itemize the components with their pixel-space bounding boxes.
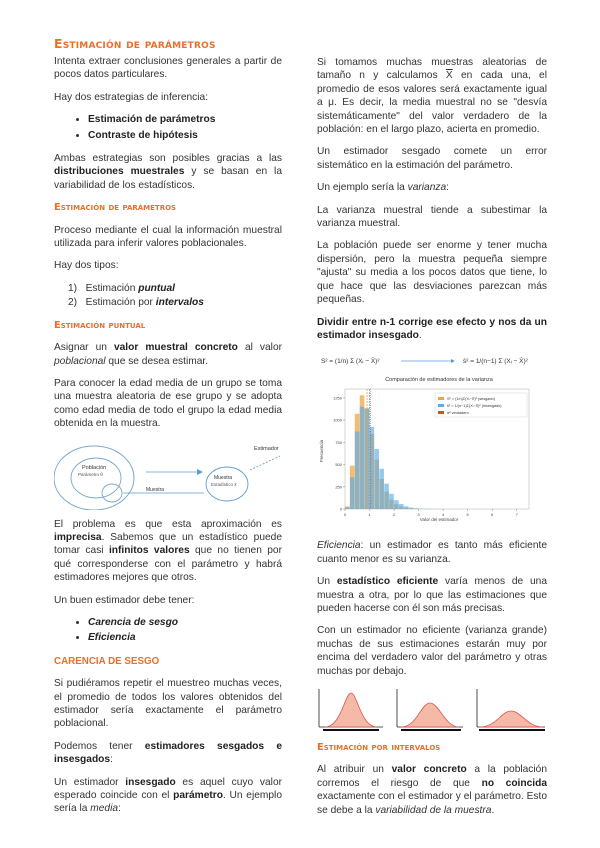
variance-paragraph: La varianza muestral tiende a subestimar la varianza muestral. [317, 204, 547, 230]
x-axis-label: Valor del estimador [419, 517, 459, 523]
list-item: 2) Estimación por intervalos [68, 297, 204, 309]
inefficient-paragraph: Con un estimador no eficiente (varianza grande) muchas de sus estimaciones estarán muy por encima del verdadero valor del parámetro y otras muchas por debajo. [317, 625, 547, 677]
x-tick-label: 7 [515, 512, 518, 518]
chart-title: Comparación de estimadores de la varianza [385, 377, 493, 384]
strategies-intro: Hay dos estrategias de inferencia: [54, 91, 209, 103]
y-tick-label: 250 [335, 484, 342, 490]
intervals-paragraph: Al atribuir un valor concreto a la población corremos el riesgo de que no coincida exactamente con el estimador y el parámetro. Esto se debe a la variabilidad de la muestra. [317, 764, 547, 816]
efficiency-definition: Eficiencia: un estimador es tanto más eficiente cuanto menor es su varianza. [317, 540, 547, 565]
legend-swatch [438, 404, 444, 407]
x-tick-label: 5 [466, 512, 469, 518]
formula-left: S² = (1/n) Σ (Xᵢ − X̄)² [321, 358, 380, 366]
section-title-parametros: Estimación de parámetros [54, 202, 177, 214]
problem-paragraph: El problema es que esta aproximación es imprecisa. Sabemos que un estadístico puede tomar casi infinitos valores que no tienen por qué corresponderse con el parámetro y habrá estimadores mejores que otros. [54, 518, 282, 584]
unbiased-bar [404, 507, 409, 510]
insesgado-paragraph: Un estimador insesgado es aquel cuyo valor esperado coincide con el parámetro. Un ejemplo sería la media: [54, 776, 282, 815]
process-paragraph: Proceso mediante el cual la información muestral utilizada para inferir valores poblacionales. [54, 224, 282, 250]
intro-paragraph: Intenta extraer conclusiones generales a partir de pocos datos particulares. [54, 56, 282, 81]
types-list [54, 282, 282, 310]
list-item: • Contraste de hipótesis [88, 129, 282, 142]
unbiased-bar [345, 508, 350, 510]
estimator-properties-list [54, 616, 282, 645]
unbiased-bar [384, 484, 389, 509]
sesgados-paragraph: Podemos tener estimadores sesgados e insesgados: [54, 740, 282, 766]
mean-paragraph: Si tomamos muchas muestras aleatorias de tamaño n y calculamos $\overline{X}$ en cada una, el promedio de esos valores será exactamente igual a μ. Es decir, la media muestral no se "desvía sistemáticamente" del valor verdadero de la población: en el largo plazo, acierta en promedio. [317, 57, 547, 136]
population-inner-circle [71, 458, 121, 498]
variance-example: Un ejemplo sería la varianza: [317, 182, 449, 194]
legend-swatch [438, 411, 444, 414]
efficiency-curves [317, 687, 547, 733]
y-tick-label: 1000 [333, 417, 342, 423]
unbiased-bar [379, 469, 384, 509]
puntual-example: Para conocer la edad media de un grupo se toma una muestra aleatoria de ese grupo y se adopta como edad media de todo el grupo la edad media obtenida en la muestra. [54, 377, 282, 430]
y-axis-label: Frecuencia [319, 440, 324, 463]
y-tick-label: 750 [335, 440, 342, 446]
biased-paragraph: Un estimador sesgado comete un error sistemático en la estimación del parámetro. [317, 146, 547, 171]
y-tick-label: 500 [335, 462, 342, 468]
histogram-plot [333, 389, 529, 517]
list-item: • Eficiencia [88, 631, 282, 644]
unbiased-bar [360, 407, 365, 509]
population-label: Población [82, 464, 107, 471]
unbiased-bar [374, 449, 379, 509]
x-tick-label: 6 [491, 512, 494, 518]
section-title-puntual: Estimación puntual [54, 319, 146, 331]
x-tick-label: 4 [442, 512, 445, 518]
legend-entry: ŝ² = 1/(n−1)Σ(Xᵢ−X̄)² (insesgado) [447, 404, 502, 409]
sesgo-paragraph: Si pudiéramos repetir el muestreo muchas veces, el promedio de todos los valores obtenidos del estimador sería exactamente el parámetro poblacional. [54, 678, 282, 730]
unbiased-bar [409, 508, 414, 509]
narrow-curve [319, 689, 383, 730]
list-item: • Carencia de sesgo [88, 616, 282, 629]
types-intro: Hay dos tipos: [54, 260, 119, 272]
y-tick-label: 0 [339, 506, 342, 512]
good-estimator-intro: Un buen estimador debe tener: [54, 594, 195, 606]
statistic-label: Muestra [214, 474, 233, 481]
efficient-paragraph: Un estadístico eficiente varía menos de una muestra a otra, por lo que las estimaciones que pueden hacerse con él son más precisas. [317, 576, 548, 614]
section-title-intervalos: Estimación por intervalos [317, 741, 441, 753]
population-circle [54, 446, 134, 510]
parameter-label: Parámetro θ [78, 471, 103, 477]
y-tick-label: 1250 [333, 395, 342, 401]
legend-entry: S² = (1/n)Σ(Xᵢ−X̄)² (sesgado) [447, 397, 495, 402]
correction-paragraph: Dividir entre n-1 corrige ese efecto y nos da un estimador insesgado. [317, 316, 547, 341]
formula-right: ŝ² = 1/(n−1) Σ (Xᵢ − X̄)² [463, 358, 528, 366]
medium-curve [397, 689, 463, 730]
population-paragraph: La población puede ser enorme y tener mucha dispersión, pero la muestra pequeña siempre "ajusta" su media a los pocos datos que tiene, lo que hace que las desviaciones parezcan más pequeñas. [317, 240, 547, 306]
right-column [317, 56, 547, 826]
puntual-definition: Asignar un valor muestral concreto al valor poblacional que se desea estimar. [54, 342, 283, 367]
unbiased-bar [394, 501, 399, 510]
x-tick-label: 1 [368, 512, 371, 518]
x-tick-label: 2 [392, 512, 396, 518]
wide-curve [477, 689, 545, 730]
legend-swatch [438, 397, 444, 400]
unbiased-bar [389, 494, 394, 509]
list-item: 1) Estimación puntual [68, 282, 175, 294]
x-tick-label: 0 [343, 512, 347, 518]
population-sample-diagram [54, 438, 282, 510]
legend-entry: σ² verdadero [447, 411, 469, 416]
arrow-head [197, 469, 203, 475]
unbiased-bar [399, 504, 404, 509]
unbiased-bar [350, 477, 355, 509]
left-column [54, 36, 282, 825]
formula-arrow-head [451, 359, 455, 363]
estimator-pointer [250, 456, 280, 470]
strategies-list [54, 113, 282, 142]
unbiased-bar [414, 509, 419, 510]
statistic-sub-label: Estadístico x̄ [211, 481, 237, 487]
estimator-label: Estimador [254, 445, 279, 452]
x-tick-label: 3 [417, 512, 420, 518]
unbiased-bar [370, 427, 375, 509]
list-item: • Estimación de parámetros [88, 113, 282, 126]
variance-histogram [317, 351, 547, 531]
unbiased-bar [355, 432, 360, 509]
strategies-paragraph: Ambas estrategias son posibles gracias a las distribuciones muestrales y se basan en la variabilidad de los estadísticos. [54, 153, 282, 191]
sample-label: Muestra [146, 486, 165, 493]
subsection-title-sesgo: CARENCIA DE SESGO [54, 655, 160, 667]
section-title-estimacion: Estimación de parámetros [54, 36, 216, 51]
